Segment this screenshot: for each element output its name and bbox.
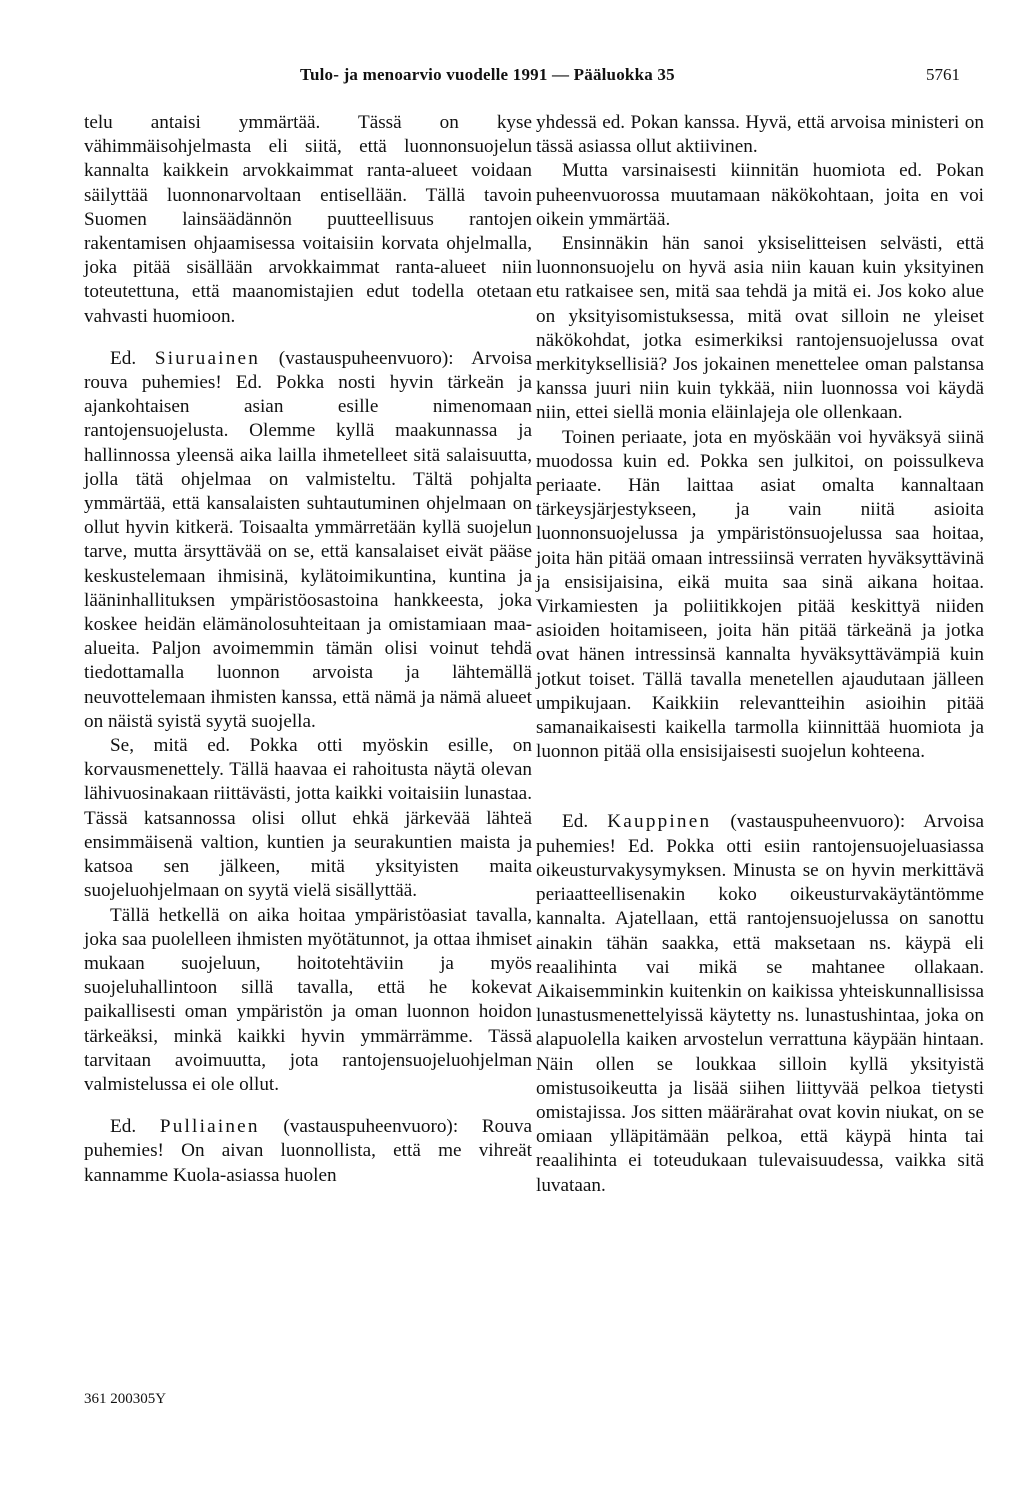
paragraph: Se, mitä ed. Pokka otti myöskin esille, on korvausmenettely. Tällä haavaa ei rahoitusta näytä olevan lähivuosinakaan riittävästi, jotta kaikki voitaisiin lunastaa. Tässä katsannossa olisi ollut ehkä järkevää lähteä ensimmäisenä valtion, kuntien ja seurakuntien maista ja katsoa sen jälkeen, mitä yksityisten maita suojeluohjelmaan on syytä vielä sisällyttää. <box>84 735 532 902</box>
running-title: Tulo- ja menoarvio vuodelle 1991 — Pääluokka 35 <box>300 65 675 84</box>
paragraph: Mutta varsinaisesti kiinnitän huomiota ed. Pokan puheenvuorossa muutamaan näkökohtaan, joita en voi oikein ymmärtää. <box>536 160 984 230</box>
right-column <box>536 111 984 1198</box>
speech-text: (vastauspuheenvuoro): Arvoisa puhemies! Ed. Pokka otti esiin rantojensuojeluasiassa oikeusturvakysymyksen. Minusta se on hyvin merkittävä periaatteellisenakin koko oikeusturvakäytäntömme kannalta. Ajatellaan, että rantojensuojelussa on sanottu ainakin tähän saakka, että maksetaan ns. käypä eli reaalihinta vai mikä se mahtanee ollakaan. Aikaisemminkin kuitenkin on kaikissa yhteiskunnallisissa lunastusmenettelyissä käytetty ns. lunastushintaa, joka on alapuolella kaiken arvostelun verrattuna käypään hintaan. Näin ollen se loukkaa silloin kyllä yksityistä omistusoikeutta ja lisää siihen liittyvää pelkoa tietysti omistajissa. Jos sitten määrärahat ovat kovin niukat, on se omiaan ylläpitämään pelkoa, että käypä hinta tai reaalihinta ei toteudukaan tulevaisuudessa, vaikka sitä luvataan. <box>536 811 984 1196</box>
left-column <box>84 111 532 1188</box>
speech-kauppinen <box>536 810 984 1197</box>
paragraph: telu antaisi ymmärtää. Tässä on kyse vähimmäisohjelmasta eli siitä, että luonnonsuojelun kannalta kaikkein arvokkaimmat ranta-alueet voidaan säilyttää luonnonarvoltaan entisellään. Tällä tavoin Suomen lainsäädännön puutteellisuus rantojen rakentamisen ohjaamisessa voitaisiin korvata ohjelmalla, joka pitää sisällään arvokkaimmat ranta-alueet niin toteutettuna, että maanomistajien edut todella otetaan vahvasti huomioon. <box>84 112 532 327</box>
speech-text: (vastauspuheenvuoro): Rouva puhemies! On aivan luonnollista, että me vihreät kannamme Kuola-asiassa huolen <box>84 1116 532 1186</box>
paragraph: yhdessä ed. Pokan kanssa. Hyvä, että arvoisa ministeri on tässä asiassa ollut aktiivinen. <box>536 112 984 158</box>
paragraph: Ensinnäkin hän sanoi yksiselitteisen selvästi, että luonnonsuojelu on hyvä asia niin kauan kuin yksityinen etu ratkaisee sen, mitä saa tehdä ja mitä ei. Jos koko alue on yksityisomistuksessa, mitä ovat silloin ne yleiset näkökohdat, jotka esimerkiksi rantojensuojelussa ovat merkityksellisiä? Jos jokainen menettelee oman palstansa kanssa juuri niin kuin tykkää, niin luonnossa voi käydä niin, ettei siellä monia eläinlajeja ole ollenkaan. <box>536 233 984 424</box>
paragraph: Toinen periaate, jota en myöskään voi hyväksyä siinä muodossa kuin ed. Pokka sen julkitoi, on poissulkeva periaate. Hän laittaa asiat omalta kannaltaan tärkeysjärjestykseen, ja vain niitä asioita luonnonsuojelussa ja ympäristönsuojelussa saa hoitaa, joita hän pitää omaan intressiinsä verraten hyväksyttävinä ja ensisijaisina, eikä muita saa sinä aikana hoitaa. Virkamiesten ja poliitikkojen pitää keskittyä niiden asioiden hoitamiseen, joita hän pitää tärkeänä ja jotka ovat hänen intressinsä kannalta hyväksyttävämpiä kuin jotkut toiset. Tällä tavalla menetellen ajaudutaan jälleen umpikujaan. Kaikkiin relevantteihin asioihin pitää samanaikaisesti kaikella tarmolla kiinnittää huomiota ja luonnon pitää olla ensisijaisesti suojelun kohteena. <box>536 426 984 763</box>
speech-text: (vastauspuheenvuoro): Arvoisa rouva puhemies! Ed. Pokka nosti hyvin tärkeän ja ajankohtaisen asian esille nimenomaan rantojensuojelusta. Olemme kyllä maakunnassa ja hallinnossa yleensä aika lailla ihmetelleet sitä salaisuutta, jolla tätä ohjelmaa on valmisteltu. Tältä pohjalta ymmärtää, että kansalaisten suhtautuminen ohjelmaan on ollut hyvin kitkerä. Toisaalta ymmärretään kyllä suojelun tarve, mutta ärsyttävää on se, että kansalaiset eivät pääse keskustelemaan ihmisinä, kylätoimikuntina, kuntina ja lääninhallituksen ympäristöosastoina hankkeesta, joka koskee heidän elämänolosuhteitaan ja omistamiaan maa-alueita. Paljon avoimemmin tämän olisi voinut tehdä tiedottamalla luonnon arvoista ja lähtemällä neuvottelemaan ihmisten kanssa, että nämä ja nämä alueet on näistä syistä syytä suojella. <box>84 347 532 732</box>
speech-prefix: Ed. <box>110 1116 160 1138</box>
paragraph: Tällä hetkellä on aika hoitaa ympäristöasiat tavalla, joka saa puolelleen ihmisten myötätunnot, ja ottaa ihmiset mukaan suojeluun, hoitotehtäviin ja myös suojeluhallintoon sillä tavalla, että he kokevat paikallisesti oman ympäristön ja oman luonnon hoidon tärkeäksi, minkä kaikki hyvin ymmärrämme. Tässä tarvitaan avoimuutta, jota rantojensuojeluohjelman valmistelussa ei ole ollut. <box>84 904 532 1095</box>
speaker-name: Pulliainen <box>159 1116 260 1138</box>
speech-prefix: Ed. <box>110 347 155 369</box>
speaker-name: Kauppinen <box>607 811 712 833</box>
speech-prefix: Ed. <box>562 811 608 833</box>
page-number: 5761 <box>926 65 960 84</box>
speaker-name: Siuruainen <box>154 347 261 369</box>
footer-code: 361 200305Y <box>84 1391 167 1407</box>
speech-pulliainen <box>84 1115 532 1188</box>
speech-siuruainen <box>84 347 532 734</box>
page-header <box>0 65 1024 95</box>
